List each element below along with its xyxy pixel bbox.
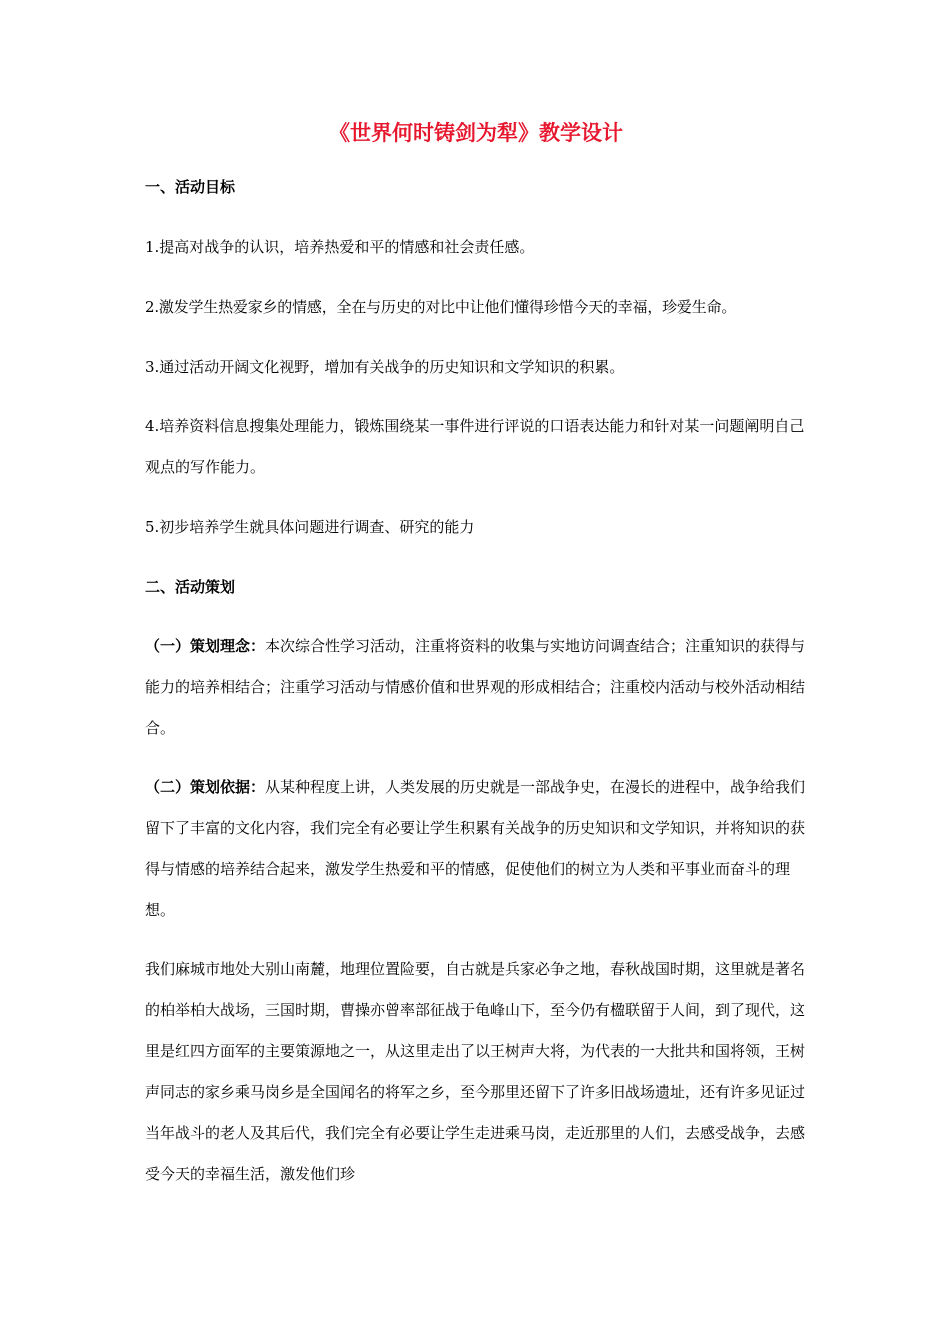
plan-basis-label: （二）策划依据： bbox=[145, 778, 266, 796]
goal-5: 5.初步培养学生就具体问题进行调查、研究的能力 bbox=[145, 518, 475, 536]
plan-concept-label: （一）策划理念： bbox=[145, 637, 266, 655]
section-heading-goals: 一、活动目标 bbox=[145, 178, 236, 196]
goal-3: 3.通过活动开阔文化视野，增加有关战争的历史知识和文学知识的积累。 bbox=[145, 358, 625, 376]
plan-concept bbox=[145, 626, 807, 749]
document-title: 《世界何时铸剑为犁》教学设计 bbox=[329, 120, 623, 145]
plan-basis-text: 从某种程度上讲，人类发展的历史就是一部战争史，在漫长的进程中，战争给我们留下了丰富的文化内容，我们完全有必要让学生积累有关战争的历史知识和文学知识，并将知识的获得与情感的培养结合起来，激发学生热爱和平的情感，促使他们的树立为人类和平事业而奋斗的理想。 bbox=[145, 778, 806, 919]
section-heading-planning: 二、活动策划 bbox=[145, 578, 236, 596]
goal-2: 2.激发学生热爱家乡的情感，全在与历史的对比中让他们懂得珍惜今天的幸福，珍爱生命。 bbox=[145, 298, 737, 316]
local-history-paragraph: 我们麻城市地处大别山南麓，地理位置险要，自古就是兵家必争之地，春秋战国时期，这里就是著名的柏举柏大战场，三国时期，曹操亦曾率部征战于龟峰山下，至今仍有楹联留于人间，到了现代，这里是红四方面军的主要策源地之一，从这里走出了以王树声大将，为代表的一大批共和国将领，王树声同志的家乡乘马岗乡是全国闻名的将军之乡，至今那里还留下了许多旧战场遗址，还有许多见证过当年战斗的老人及其后代，我们完全有必要让学生走进乘马岗，走近那里的人们，去感受战争，去感受今天的幸福生活，激发他们珍 bbox=[145, 960, 806, 1183]
goal-1: 1.提高对战争的认识，培养热爱和平的情感和社会责任感。 bbox=[145, 238, 535, 256]
goal-4: 4.培养资料信息搜集处理能力，锻炼围绕某一事件进行评说的口语表达能力和针对某一问题阐明自己观点的写作能力。 bbox=[145, 417, 805, 476]
plan-basis bbox=[145, 767, 807, 931]
plan-concept-text: 本次综合性学习活动，注重将资料的收集与实地访问调查结合；注重知识的获得与能力的培养相结合；注重学习活动与情感价值和世界观的形成相结合；注重校内活动与校外活动相结合。 bbox=[145, 637, 806, 737]
document-page bbox=[145, 118, 807, 1223]
